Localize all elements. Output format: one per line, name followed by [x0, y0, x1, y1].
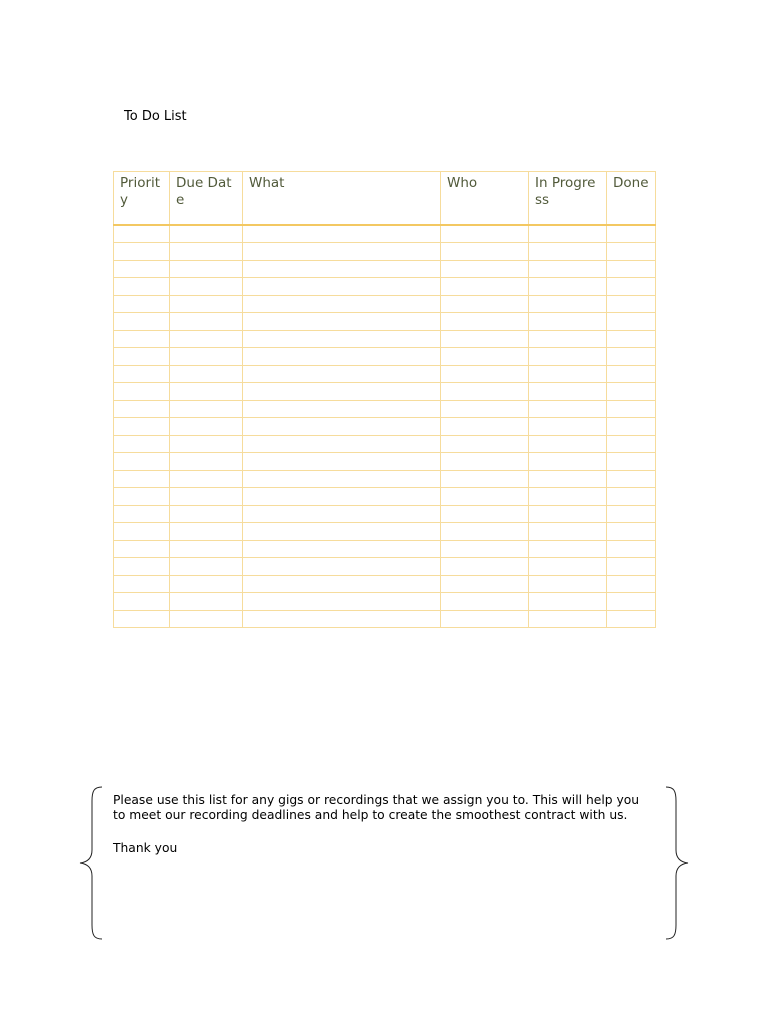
table-cell[interactable]: [607, 505, 656, 523]
note-closing: Thank you: [113, 841, 178, 855]
table-row: [114, 365, 656, 383]
table-cell[interactable]: [529, 330, 607, 348]
table-cell[interactable]: [607, 558, 656, 576]
table-cell[interactable]: [114, 418, 170, 436]
table-row: [114, 435, 656, 453]
table-cell[interactable]: [607, 278, 656, 296]
table-cell[interactable]: [114, 383, 170, 401]
table-cell[interactable]: [441, 575, 529, 593]
column-header-in-progress: In Progress: [529, 172, 607, 225]
table-cell[interactable]: [170, 575, 243, 593]
table-cell[interactable]: [607, 435, 656, 453]
table-cell[interactable]: [607, 313, 656, 331]
table-cell[interactable]: [170, 610, 243, 628]
table-cell[interactable]: [114, 365, 170, 383]
table-row: [114, 470, 656, 488]
table-cell[interactable]: [243, 348, 441, 366]
table-cell[interactable]: [529, 558, 607, 576]
table-cell[interactable]: [529, 348, 607, 366]
table-cell[interactable]: [170, 400, 243, 418]
table-cell[interactable]: [114, 505, 170, 523]
table-row: [114, 558, 656, 576]
table-cell[interactable]: [243, 453, 441, 471]
column-header-priority: Priority: [114, 172, 170, 225]
table-row: [114, 383, 656, 401]
table-row: [114, 593, 656, 611]
table-cell[interactable]: [529, 435, 607, 453]
table-cell[interactable]: [114, 348, 170, 366]
table-cell[interactable]: [114, 278, 170, 296]
table-cell[interactable]: [441, 540, 529, 558]
table-cell[interactable]: [441, 558, 529, 576]
table-cell[interactable]: [529, 295, 607, 313]
table-cell[interactable]: [529, 313, 607, 331]
table-cell[interactable]: [170, 295, 243, 313]
table-cell[interactable]: [114, 575, 170, 593]
right-curly-brace-icon: [664, 786, 690, 940]
table-row: [114, 225, 656, 243]
table-cell[interactable]: [607, 243, 656, 261]
table-row: [114, 313, 656, 331]
table-cell[interactable]: [529, 400, 607, 418]
table-cell[interactable]: [607, 593, 656, 611]
table-cell[interactable]: [441, 435, 529, 453]
table-cell[interactable]: [529, 453, 607, 471]
table-cell[interactable]: [243, 505, 441, 523]
column-header-what: What: [243, 172, 441, 225]
table-row: [114, 523, 656, 541]
table-cell[interactable]: [114, 330, 170, 348]
table-cell[interactable]: [243, 383, 441, 401]
table-cell[interactable]: [529, 610, 607, 628]
table-cell[interactable]: [243, 295, 441, 313]
table-cell[interactable]: [243, 610, 441, 628]
table-cell[interactable]: [441, 453, 529, 471]
table-cell[interactable]: [607, 365, 656, 383]
table-row: [114, 243, 656, 261]
table-cell[interactable]: [607, 348, 656, 366]
table-cell[interactable]: [529, 523, 607, 541]
table-cell[interactable]: [114, 558, 170, 576]
table-cell[interactable]: [170, 348, 243, 366]
note-text: [113, 793, 653, 856]
table-cell[interactable]: [114, 295, 170, 313]
table-cell[interactable]: [441, 278, 529, 296]
table-cell[interactable]: [441, 243, 529, 261]
table-cell[interactable]: [529, 418, 607, 436]
table-cell[interactable]: [170, 540, 243, 558]
table-row: [114, 488, 656, 506]
table-cell[interactable]: [607, 383, 656, 401]
table-cell[interactable]: [441, 365, 529, 383]
table-cell[interactable]: [607, 330, 656, 348]
table-cell[interactable]: [114, 488, 170, 506]
table-cell[interactable]: [607, 400, 656, 418]
table-cell[interactable]: [441, 260, 529, 278]
table-cell[interactable]: [607, 260, 656, 278]
table-cell[interactable]: [441, 593, 529, 611]
table-cell[interactable]: [243, 260, 441, 278]
table-cell[interactable]: [170, 278, 243, 296]
column-header-due-date: Due Date: [170, 172, 243, 225]
table-row: [114, 575, 656, 593]
table-cell[interactable]: [170, 243, 243, 261]
table-cell[interactable]: [441, 470, 529, 488]
page-title: To Do List: [124, 109, 187, 124]
table-row: [114, 418, 656, 436]
table-cell[interactable]: [607, 225, 656, 243]
table-header-row: [114, 172, 656, 225]
table-cell[interactable]: [114, 260, 170, 278]
table-cell[interactable]: [529, 278, 607, 296]
table-cell[interactable]: [114, 243, 170, 261]
table-cell[interactable]: [170, 260, 243, 278]
table-cell[interactable]: [607, 575, 656, 593]
table-cell[interactable]: [243, 523, 441, 541]
table-row: [114, 400, 656, 418]
table-row: [114, 330, 656, 348]
table-cell[interactable]: [607, 418, 656, 436]
table-row: [114, 348, 656, 366]
table-cell[interactable]: [243, 330, 441, 348]
table-cell[interactable]: [170, 558, 243, 576]
table-cell[interactable]: [114, 313, 170, 331]
todo-table: [113, 171, 656, 628]
table-cell[interactable]: [529, 383, 607, 401]
note-paragraph: Please use this list for any gigs or recordings that we assign you to. This will help you to meet our recording deadlines and help to create the smoothest contract with us.: [113, 793, 640, 822]
table-cell[interactable]: [529, 260, 607, 278]
table-row: [114, 505, 656, 523]
table-cell[interactable]: [441, 313, 529, 331]
table-cell[interactable]: [441, 383, 529, 401]
table-cell[interactable]: [529, 540, 607, 558]
table-cell[interactable]: [441, 348, 529, 366]
table-cell[interactable]: [114, 435, 170, 453]
table-cell[interactable]: [243, 225, 441, 243]
table-row: [114, 260, 656, 278]
table-cell[interactable]: [170, 365, 243, 383]
table-cell[interactable]: [243, 470, 441, 488]
table-row: [114, 278, 656, 296]
table-cell[interactable]: [529, 365, 607, 383]
table-cell[interactable]: [607, 470, 656, 488]
table-cell[interactable]: [170, 593, 243, 611]
table-cell[interactable]: [170, 225, 243, 243]
table-cell[interactable]: [529, 575, 607, 593]
table-cell[interactable]: [529, 470, 607, 488]
table-body: [114, 225, 656, 628]
table-cell[interactable]: [529, 488, 607, 506]
table-cell[interactable]: [170, 418, 243, 436]
table-cell[interactable]: [114, 225, 170, 243]
table-cell[interactable]: [243, 418, 441, 436]
table-cell[interactable]: [170, 453, 243, 471]
note-box: [78, 786, 690, 940]
table-cell[interactable]: [114, 540, 170, 558]
table-cell[interactable]: [243, 435, 441, 453]
table-cell[interactable]: [170, 383, 243, 401]
table-cell[interactable]: [441, 225, 529, 243]
table-cell[interactable]: [607, 610, 656, 628]
table-cell[interactable]: [441, 488, 529, 506]
table-row: [114, 453, 656, 471]
table-cell[interactable]: [441, 523, 529, 541]
table-cell[interactable]: [243, 540, 441, 558]
table-cell[interactable]: [114, 523, 170, 541]
table-cell[interactable]: [607, 295, 656, 313]
table-cell[interactable]: [529, 593, 607, 611]
table-cell[interactable]: [243, 400, 441, 418]
table-cell[interactable]: [441, 330, 529, 348]
table-cell[interactable]: [243, 243, 441, 261]
table-cell[interactable]: [441, 505, 529, 523]
table-row: [114, 540, 656, 558]
table-cell[interactable]: [607, 540, 656, 558]
table-cell[interactable]: [441, 418, 529, 436]
table-cell[interactable]: [170, 505, 243, 523]
table-cell[interactable]: [243, 313, 441, 331]
table-cell[interactable]: [607, 523, 656, 541]
table-cell[interactable]: [114, 593, 170, 611]
left-curly-brace-icon: [78, 786, 104, 940]
table-row: [114, 610, 656, 628]
table-cell[interactable]: [607, 453, 656, 471]
table-cell[interactable]: [243, 365, 441, 383]
table-cell[interactable]: [170, 470, 243, 488]
table-cell[interactable]: [529, 225, 607, 243]
table-cell[interactable]: [243, 593, 441, 611]
table-cell[interactable]: [170, 313, 243, 331]
table-cell[interactable]: [243, 575, 441, 593]
column-header-who: Who: [441, 172, 529, 225]
table-cell[interactable]: [243, 278, 441, 296]
table-cell[interactable]: [441, 610, 529, 628]
table-row: [114, 295, 656, 313]
table-cell[interactable]: [114, 453, 170, 471]
column-header-done: Done: [607, 172, 656, 225]
table-cell[interactable]: [170, 523, 243, 541]
table-cell[interactable]: [114, 610, 170, 628]
table-cell[interactable]: [170, 435, 243, 453]
table-cell[interactable]: [170, 330, 243, 348]
table-cell[interactable]: [607, 488, 656, 506]
table-cell[interactable]: [114, 400, 170, 418]
table-cell[interactable]: [170, 488, 243, 506]
table-cell[interactable]: [243, 558, 441, 576]
table-cell[interactable]: [529, 505, 607, 523]
table-cell[interactable]: [529, 243, 607, 261]
table-cell[interactable]: [114, 470, 170, 488]
table-cell[interactable]: [441, 400, 529, 418]
table-cell[interactable]: [441, 295, 529, 313]
table-cell[interactable]: [243, 488, 441, 506]
